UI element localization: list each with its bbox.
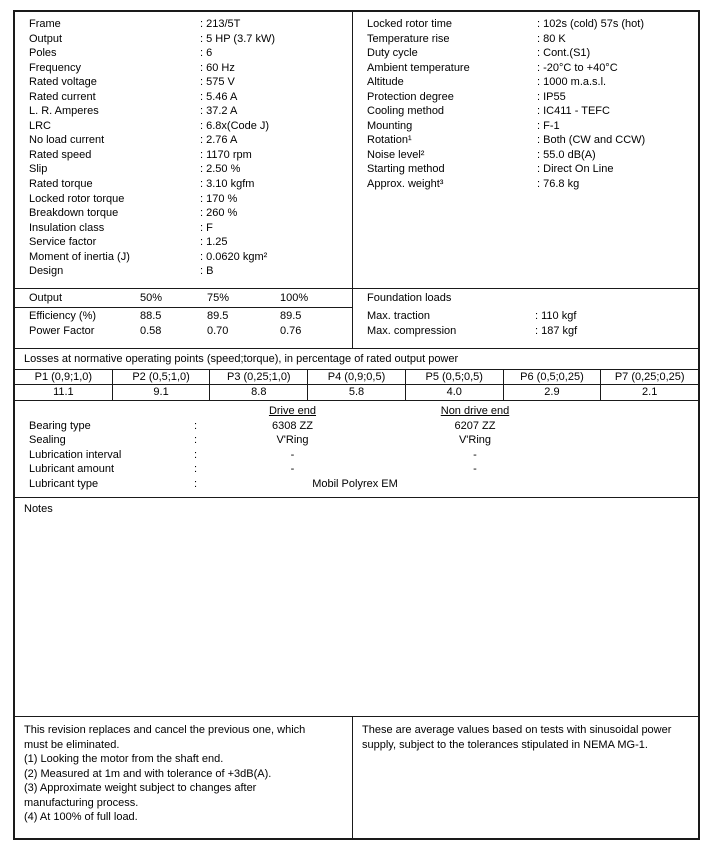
- spec-value-text: Both (CW and CCW): [543, 134, 646, 147]
- colon-separator: :: [200, 134, 204, 147]
- spec-value-text: F: [206, 221, 213, 234]
- spec-row: [15, 206, 352, 221]
- spec-label: Poles: [29, 47, 57, 60]
- spec-label: Locked rotor torque: [29, 192, 125, 205]
- spec-row: [353, 104, 698, 119]
- spec-value-text: 575 V: [206, 76, 235, 89]
- spec-value-text: IP55: [543, 90, 566, 103]
- colon-separator: :: [200, 47, 204, 60]
- spec-value: [200, 133, 352, 148]
- colon-separator: :: [200, 192, 204, 205]
- colon-separator: :: [537, 178, 541, 191]
- colon-separator: :: [200, 178, 204, 191]
- footer-remark: This revision replaces and cancel the previous one, which must be eliminated.: [24, 724, 306, 751]
- efficiency-label: Efficiency (%): [29, 310, 97, 322]
- specs-section: [15, 12, 698, 288]
- foundation-row: [353, 324, 698, 339]
- power-factor-50: 0.58: [140, 324, 162, 337]
- colon-separator: :: [537, 61, 541, 74]
- spec-value: [200, 90, 352, 105]
- spec-row: [353, 177, 698, 192]
- losses-point-header: P3 (0,25;1,0): [210, 370, 307, 385]
- spec-label: Mounting: [367, 119, 413, 132]
- spec-row: [15, 221, 352, 236]
- spec-value-text: 3.10 kgfm: [206, 178, 255, 191]
- losses-point-header: P5 (0,5;0,5): [406, 370, 503, 385]
- spec-value: [537, 133, 698, 148]
- spec-value-text: 37.2 A: [206, 105, 238, 118]
- bearings-header-row: [15, 404, 698, 419]
- spec-value-text: 55.0 dB(A): [543, 148, 596, 161]
- spec-label: Design: [29, 265, 64, 278]
- spec-row: [15, 17, 352, 32]
- bearing-type-label: Bearing type: [29, 419, 91, 432]
- losses-column: [113, 370, 211, 400]
- colon-separator: :: [535, 310, 539, 322]
- foundation-value-text: 187 kgf: [541, 324, 578, 337]
- lubricant-amount-label: Lubricant amount: [29, 463, 114, 475]
- losses-point-header: P7 (0,25;0,25): [601, 370, 698, 385]
- spec-value: [537, 148, 698, 163]
- footer-remark: (4) At 100% of full load.: [24, 811, 138, 823]
- colon-separator: :: [537, 90, 541, 103]
- colon-separator: :: [200, 18, 204, 30]
- losses-point-value: 5.8: [348, 386, 365, 398]
- spec-row: [15, 264, 352, 279]
- spec-value-text: 213/5T: [206, 18, 241, 30]
- losses-point-value: 11.1: [53, 386, 74, 398]
- specs-right-column: [353, 12, 698, 288]
- spec-row: [15, 61, 352, 76]
- spec-row: [15, 46, 352, 61]
- spec-label: Noise level²: [367, 148, 425, 161]
- lubricant-type-row: [15, 477, 698, 492]
- colon-separator: :: [537, 163, 541, 176]
- spec-label: L. R. Amperes: [29, 105, 99, 118]
- foundation-label: Max. traction: [367, 310, 430, 322]
- spec-value-text: B: [206, 265, 214, 278]
- lubrication-interval-non-drive: -: [473, 448, 477, 461]
- spec-value-text: Cont.(S1): [543, 47, 591, 60]
- losses-section: [15, 348, 698, 400]
- foundation-value: [535, 324, 698, 339]
- colon-separator: :: [194, 477, 198, 490]
- spec-label: Rated current: [29, 90, 96, 103]
- colon-separator: :: [200, 207, 204, 220]
- performance-header-100: 100%: [280, 292, 309, 304]
- spec-row: [15, 235, 352, 250]
- losses-point-value: 2.1: [642, 386, 658, 398]
- spec-label: Rated torque: [29, 178, 93, 191]
- spec-value: [200, 17, 352, 32]
- spec-value-text: 2.50 %: [206, 163, 241, 176]
- spec-value: [537, 17, 698, 32]
- spec-label: Temperature rise: [367, 32, 450, 45]
- spec-value: [537, 119, 698, 134]
- lubrication-interval-drive: -: [290, 448, 295, 461]
- performance-header-50: 50%: [140, 292, 163, 304]
- spec-label: Ambient temperature: [367, 61, 470, 74]
- performance-header-row: [15, 289, 352, 308]
- spec-value: [200, 235, 352, 250]
- spec-value: [200, 192, 352, 207]
- lubrication-interval-label: Lubrication interval: [29, 448, 122, 461]
- spec-value-text: 1.25: [206, 236, 228, 249]
- spec-label: Moment of inertia (J): [29, 250, 130, 263]
- spec-row: [15, 32, 352, 47]
- notes-section: [15, 497, 698, 716]
- foundation-loads-body: [353, 308, 698, 338]
- spec-label: LRC: [29, 119, 52, 132]
- foundation-loads-title: Foundation loads: [367, 292, 452, 304]
- power-factor-75: 0.70: [207, 324, 229, 337]
- colon-separator: :: [537, 47, 541, 60]
- spec-value-text: -20°C to +40°C: [543, 61, 618, 74]
- colon-separator: :: [194, 463, 198, 475]
- spec-label: Frequency: [29, 61, 81, 74]
- notes-title: Notes: [24, 503, 53, 515]
- power-factor-100: 0.76: [280, 324, 302, 337]
- foundation-loads: [353, 289, 698, 348]
- lubricant-type-label: Lubricant type: [29, 477, 99, 490]
- footer-remark: (3) Approximate weight subject to changes after manufacturing process.: [24, 782, 257, 809]
- spec-row: [15, 250, 352, 265]
- sealing-label: Sealing: [29, 434, 66, 446]
- losses-point-value: 2.9: [544, 386, 560, 398]
- spec-row: [15, 104, 352, 119]
- colon-separator: :: [537, 32, 541, 45]
- spec-label: Cooling method: [367, 105, 445, 118]
- spec-value-text: 1170 rpm: [206, 148, 252, 161]
- colon-separator: :: [200, 250, 204, 263]
- spec-row: [15, 119, 352, 134]
- colon-separator: :: [200, 265, 204, 278]
- colon-separator: :: [200, 76, 204, 89]
- spec-value: [200, 148, 352, 163]
- spec-value: [200, 75, 352, 90]
- losses-point-header: P6 (0,5;0,25): [504, 370, 601, 385]
- spec-value-text: 0.0620 kgm²: [206, 250, 268, 263]
- spec-value: [200, 119, 352, 134]
- losses-column: [406, 370, 504, 400]
- spec-row: [15, 162, 352, 177]
- spec-value-text: Direct On Line: [543, 163, 614, 176]
- colon-separator: :: [537, 134, 541, 147]
- performance-body: [15, 308, 352, 338]
- colon-separator: :: [200, 163, 204, 176]
- performance-header-output: Output: [29, 292, 63, 304]
- spec-label: Locked rotor time: [367, 18, 452, 30]
- foundation-value: [535, 309, 698, 324]
- losses-column: [15, 370, 113, 400]
- losses-point-header: P2 (0,5;1,0): [113, 370, 210, 385]
- spec-row: [353, 133, 698, 148]
- spec-row: [353, 17, 698, 32]
- colon-separator: :: [537, 119, 541, 132]
- sealing-row: [15, 433, 698, 448]
- colon-separator: :: [200, 148, 204, 161]
- spec-label: Rated speed: [29, 148, 92, 161]
- colon-separator: :: [200, 61, 204, 74]
- bearing-type-drive: 6308 ZZ: [272, 419, 313, 432]
- losses-table: [15, 370, 698, 400]
- spec-value: [537, 177, 698, 192]
- spec-label: Approx. weight³: [367, 178, 444, 191]
- spec-value: [537, 46, 698, 61]
- spec-value: [200, 46, 352, 61]
- spec-label: Output: [29, 32, 63, 45]
- spec-row: [353, 162, 698, 177]
- spec-value-text: 2.76 A: [206, 134, 238, 147]
- spec-value-text: F-1: [543, 119, 560, 132]
- spec-label: Insulation class: [29, 221, 105, 234]
- foundation-value-text: 110 kgf: [541, 310, 577, 322]
- spec-row: [353, 119, 698, 134]
- spec-value: [200, 250, 352, 265]
- specs-left-column: [15, 12, 353, 288]
- performance-section: [15, 288, 698, 348]
- spec-label: Breakdown torque: [29, 207, 119, 220]
- power-factor-label: Power Factor: [29, 324, 95, 337]
- spec-row: [353, 32, 698, 47]
- bearings-section: [15, 400, 698, 497]
- colon-separator: :: [194, 448, 198, 461]
- colon-separator: :: [200, 32, 204, 45]
- spec-row: [15, 192, 352, 207]
- spec-value: [537, 75, 698, 90]
- spec-label: Duty cycle: [367, 47, 418, 60]
- losses-point-value: 4.0: [446, 386, 462, 398]
- spec-value-text: 60 Hz: [206, 61, 235, 74]
- colon-separator: :: [535, 324, 539, 337]
- spec-value-text: 170 %: [206, 192, 238, 205]
- spec-value-text: 76.8 kg: [543, 178, 580, 191]
- spec-value-text: 5 HP (3.7 kW): [206, 32, 275, 45]
- spec-value-text: 6: [206, 47, 213, 60]
- losses-point-header: P4 (0,9;0,5): [308, 370, 405, 385]
- colon-separator: :: [200, 221, 204, 234]
- performance-header-75: 75%: [207, 292, 230, 304]
- spec-value: [537, 32, 698, 47]
- motor-datasheet: [13, 10, 700, 840]
- spec-value: [200, 177, 352, 192]
- lubricant-type-value: Mobil Polyrex EM: [312, 477, 398, 490]
- colon-separator: :: [200, 119, 204, 132]
- spec-value: [200, 104, 352, 119]
- spec-value: [200, 32, 352, 47]
- spec-label: Slip: [29, 163, 48, 176]
- spec-row: [353, 75, 698, 90]
- drive-end-header: Drive end: [268, 405, 317, 417]
- spec-value-text: IC411 - TEFC: [543, 105, 610, 118]
- spec-row: [353, 46, 698, 61]
- spec-label: Rated voltage: [29, 76, 97, 89]
- foundation-row: [353, 309, 698, 324]
- spec-label: Service factor: [29, 236, 97, 249]
- spec-row: [15, 148, 352, 163]
- losses-column: [601, 370, 698, 400]
- losses-column: [308, 370, 406, 400]
- sealing-drive: V'Ring: [276, 434, 309, 446]
- spec-row: [353, 148, 698, 163]
- spec-label: Starting method: [367, 163, 445, 176]
- spec-value: [537, 61, 698, 76]
- footer-right-remarks: [353, 717, 698, 838]
- sealing-non-drive: V'Ring: [458, 434, 492, 446]
- spec-value-text: 102s (cold) 57s (hot): [543, 18, 645, 30]
- spec-label: No load current: [29, 134, 105, 147]
- spec-value-text: 80 K: [543, 32, 566, 45]
- losses-point-header: P1 (0,9;1,0): [15, 370, 112, 385]
- spec-value: [537, 104, 698, 119]
- spec-label: Frame: [29, 18, 61, 30]
- losses-column: [504, 370, 602, 400]
- losses-point-value: 9.1: [153, 386, 169, 398]
- spec-value-text: 5.46 A: [206, 90, 238, 103]
- colon-separator: :: [194, 434, 198, 446]
- spec-value: [537, 162, 698, 177]
- spec-row: [15, 75, 352, 90]
- spec-value-text: 260 %: [206, 207, 238, 220]
- spec-value: [537, 90, 698, 105]
- spec-value: [200, 206, 352, 221]
- spec-row: [353, 61, 698, 76]
- spec-value: [200, 61, 352, 76]
- colon-separator: :: [200, 236, 204, 249]
- spec-value-text: 1000 m.a.s.l.: [543, 76, 607, 89]
- spec-row: [15, 90, 352, 105]
- lubricant-amount-row: [15, 462, 698, 477]
- losses-title: Losses at normative operating points (speed;torque), in percentage of rated output power: [15, 349, 698, 370]
- footer-remark: (2) Measured at 1m and with tolerance of +3dB(A).: [24, 767, 272, 780]
- colon-separator: :: [194, 419, 198, 432]
- footer-remark: These are average values based on tests with sinusoidal power supply, subject to the tolerances stipulated in NEMA MG-1.: [362, 724, 672, 751]
- lubricant-amount-non-drive: -: [473, 463, 477, 475]
- footer-remark: (1) Looking the motor from the shaft end.: [24, 753, 224, 765]
- power-factor-row: [15, 324, 352, 339]
- spec-value: [200, 264, 352, 279]
- efficiency-50: 88.5: [140, 310, 162, 322]
- losses-point-value: 8.8: [251, 386, 267, 398]
- foundation-label: Max. compression: [367, 324, 457, 337]
- spec-value: [200, 221, 352, 236]
- spec-label: Altitude: [367, 76, 404, 89]
- lubrication-interval-row: [15, 448, 698, 463]
- footer-section: [15, 716, 698, 838]
- losses-column: [210, 370, 308, 400]
- colon-separator: :: [537, 76, 541, 89]
- lubricant-amount-drive: -: [290, 463, 295, 475]
- spec-row: [15, 133, 352, 148]
- spec-row: [353, 90, 698, 105]
- colon-separator: :: [537, 105, 541, 118]
- spec-label: Rotation¹: [367, 134, 412, 147]
- colon-separator: :: [537, 18, 541, 30]
- spec-value-text: 6.8x(Code J): [206, 119, 270, 132]
- non-drive-end-header: Non drive end: [440, 405, 510, 417]
- performance-table: [15, 289, 353, 348]
- spec-row: [15, 177, 352, 192]
- efficiency-75: 89.5: [207, 310, 229, 322]
- bearing-type-non-drive: 6207 ZZ: [454, 419, 496, 432]
- footer-left-remarks: [15, 717, 353, 838]
- efficiency-100: 89.5: [280, 310, 302, 322]
- efficiency-row: [15, 309, 352, 324]
- spec-value: [200, 162, 352, 177]
- spec-label: Protection degree: [367, 90, 454, 103]
- colon-separator: :: [200, 90, 204, 103]
- bearing-type-row: [15, 419, 698, 434]
- colon-separator: :: [537, 148, 541, 161]
- colon-separator: :: [200, 105, 204, 118]
